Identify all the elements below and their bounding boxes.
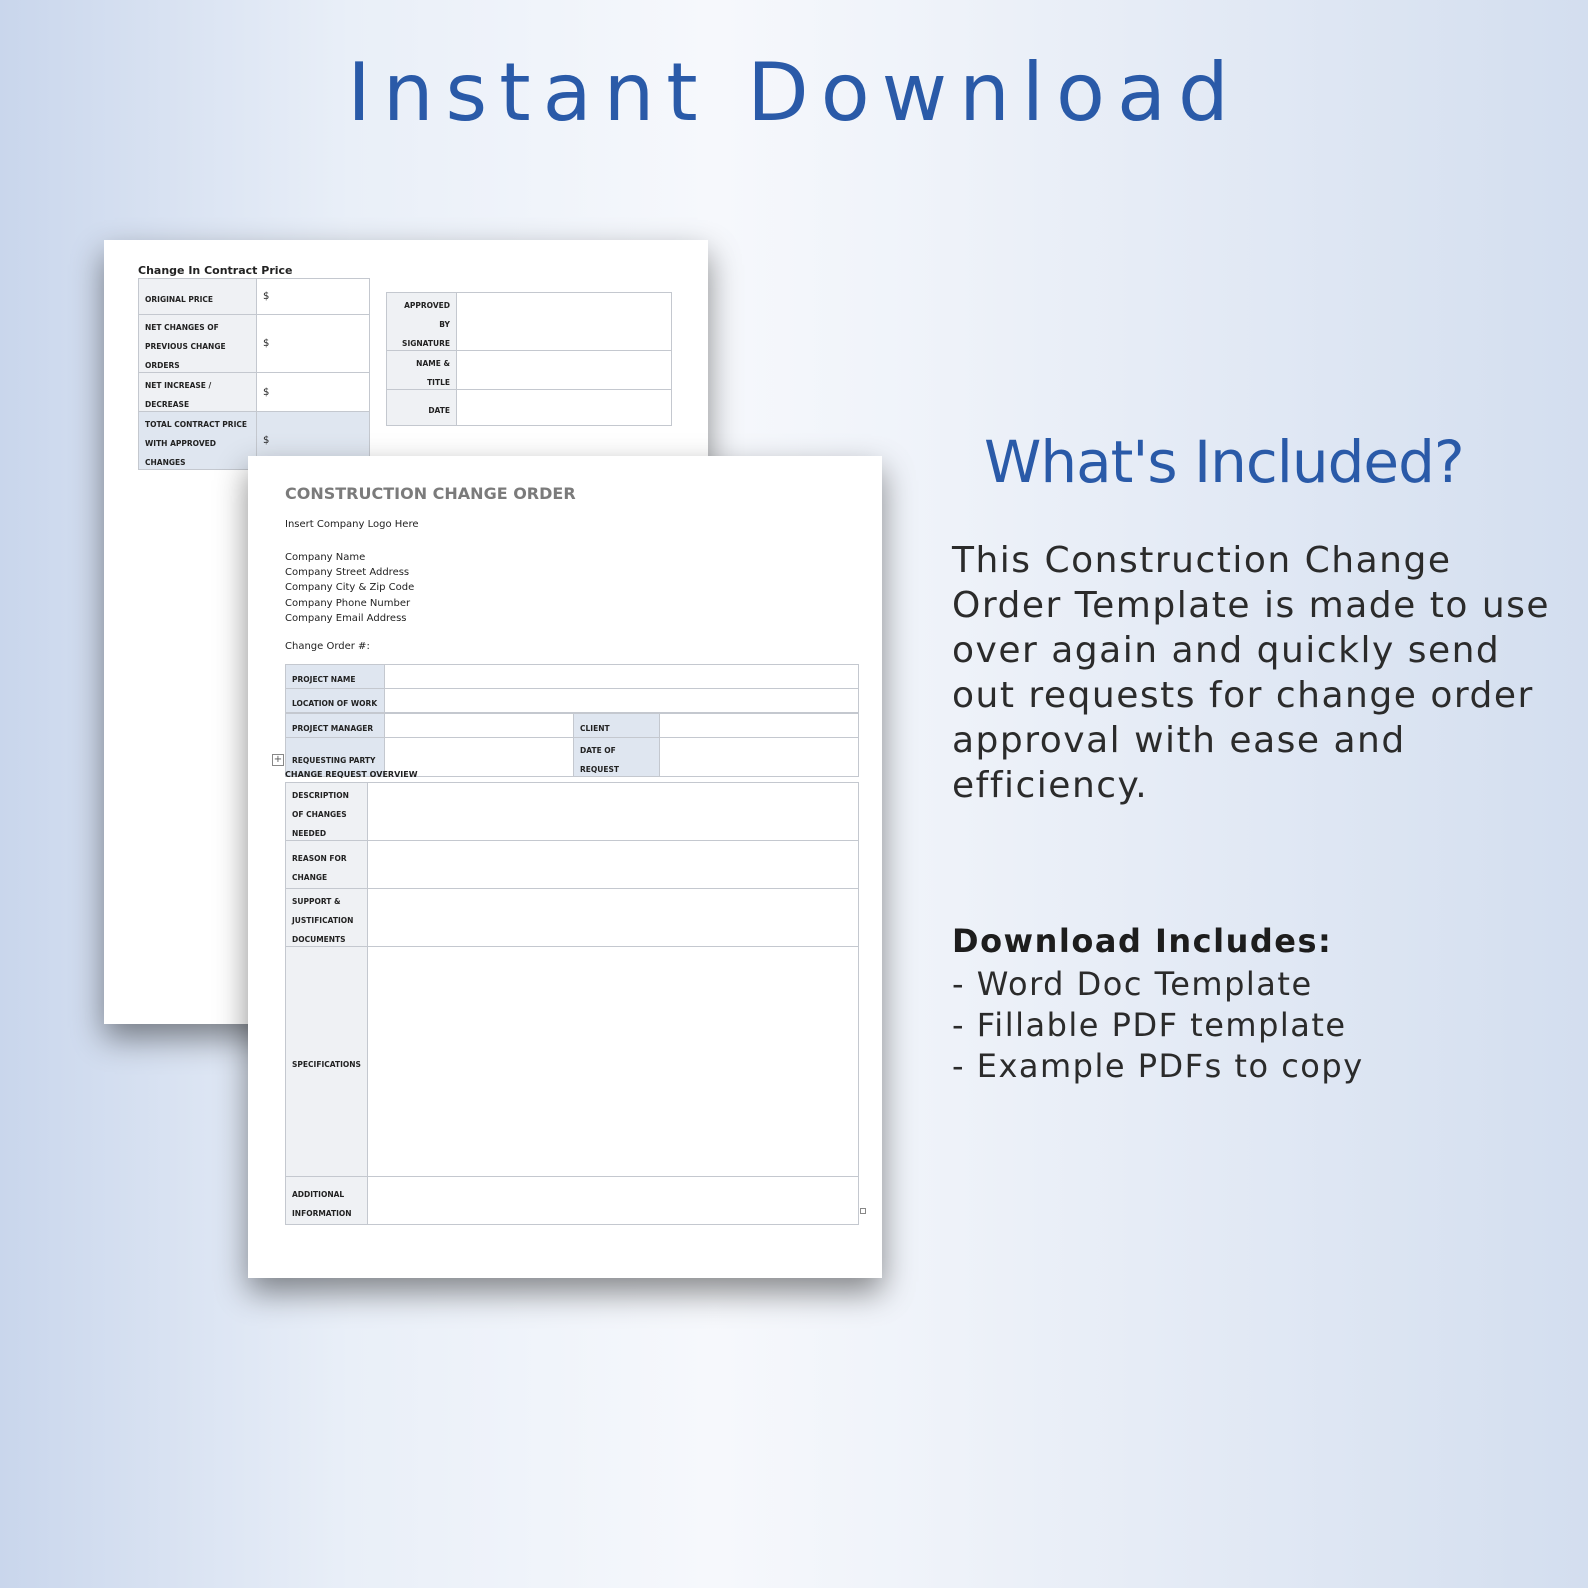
manager-label: PROJECT MANAGER [292, 724, 374, 733]
price-row [139, 373, 370, 412]
company-street: Company Street Address [285, 567, 410, 579]
overview-row [286, 947, 859, 1177]
approval-row [387, 390, 672, 426]
headline: Instant Download [347, 46, 1241, 139]
date-of-request-field[interactable] [660, 738, 859, 777]
project-label: LOCATION OF WORK [292, 699, 378, 708]
approval-date-field[interactable] [457, 390, 672, 426]
document-title: CONSTRUCTION CHANGE ORDER [285, 484, 576, 503]
project-table [285, 664, 859, 713]
approval-signature-field[interactable] [457, 293, 672, 351]
specifications-field[interactable] [367, 947, 858, 1177]
price-row-value[interactable]: $ [257, 279, 370, 315]
reason-field[interactable] [367, 841, 858, 889]
description-field[interactable] [367, 783, 858, 841]
date-of-request-label: DATE OF REQUEST [580, 746, 620, 774]
company-name: Company Name [285, 552, 366, 563]
company-phone: Company Phone Number [285, 597, 411, 609]
overview-row [286, 1177, 859, 1225]
project-label: PROJECT NAME [292, 675, 356, 684]
company-email: Company Email Address [285, 612, 407, 624]
includes-item: - Example PDFs to copy [952, 1047, 1364, 1085]
project-name-field[interactable] [385, 665, 859, 689]
price-row-label: NET INCREASE / DECREASE [145, 381, 212, 409]
approval-name-field[interactable] [457, 351, 672, 390]
overview-row [286, 889, 859, 947]
overview-label: ADDITIONAL INFORMATION [292, 1189, 352, 1218]
includes-item: - Fillable PDF template [952, 1006, 1347, 1044]
price-row-label: NET CHANGES OF PREVIOUS CHANGE ORDERS [145, 323, 226, 370]
includes-item: - Word Doc Template [952, 965, 1313, 1003]
location-field[interactable] [385, 689, 859, 713]
whats-included-title: What's Included? [984, 428, 1464, 496]
contract-price-title: Change In Contract Price [138, 264, 293, 277]
approval-label: APPROVED BY SIGNATURE [402, 301, 450, 348]
project-manager-field[interactable] [385, 714, 574, 738]
client-label: CLIENT [580, 724, 610, 733]
front-page [248, 456, 882, 1278]
approval-table [386, 292, 672, 426]
additional-info-field[interactable] [367, 1177, 858, 1225]
overview-label: REASON FOR CHANGE [292, 853, 347, 882]
price-row-value[interactable]: $ [257, 315, 370, 373]
price-row-value[interactable]: $ [257, 373, 370, 412]
approval-label: DATE [428, 406, 450, 415]
manager-label: REQUESTING PARTY [292, 755, 376, 765]
manager-row [286, 714, 859, 738]
overview-row [286, 783, 859, 841]
overview-title: CHANGE REQUEST OVERVIEW [285, 770, 418, 779]
overview-table [285, 782, 859, 1225]
price-row [139, 315, 370, 373]
table-resize-handle-icon[interactable] [860, 1208, 866, 1214]
logo-placeholder: Insert Company Logo Here [285, 519, 419, 530]
justification-field[interactable] [367, 889, 858, 947]
client-field[interactable] [660, 714, 859, 738]
price-row [139, 279, 370, 315]
price-row-label: ORIGINAL PRICE [145, 295, 214, 304]
overview-label: SUPPORT & JUSTIFICATION DOCUMENTS [292, 897, 354, 944]
manager-table [285, 713, 859, 777]
overview-row [286, 841, 859, 889]
contract-price-table [138, 278, 370, 470]
approval-row [387, 293, 672, 351]
approval-label: NAME & TITLE [416, 359, 450, 387]
includes-heading: Download Includes: [952, 922, 1333, 960]
approval-row [387, 351, 672, 390]
product-description: This Construction Change Order Template is made to use over again and quickly send out requests for change order approval with ease and efficiency. [952, 540, 1551, 806]
table-move-handle-icon[interactable]: + [273, 754, 283, 765]
project-row [286, 689, 859, 713]
includes-list [952, 964, 1552, 1087]
price-row-label: TOTAL CONTRACT PRICE WITH APPROVED CHANGES [145, 420, 247, 467]
overview-label: DESCRIPTION OF CHANGES NEEDED [292, 791, 349, 838]
project-row [286, 665, 859, 689]
overview-label: SPECIFICATIONS [292, 1060, 361, 1069]
change-order-number: Change Order #: [285, 641, 370, 652]
company-info [285, 550, 414, 626]
company-city-zip: Company City & Zip Code [285, 582, 415, 594]
price-row-value[interactable]: $ [257, 412, 370, 470]
